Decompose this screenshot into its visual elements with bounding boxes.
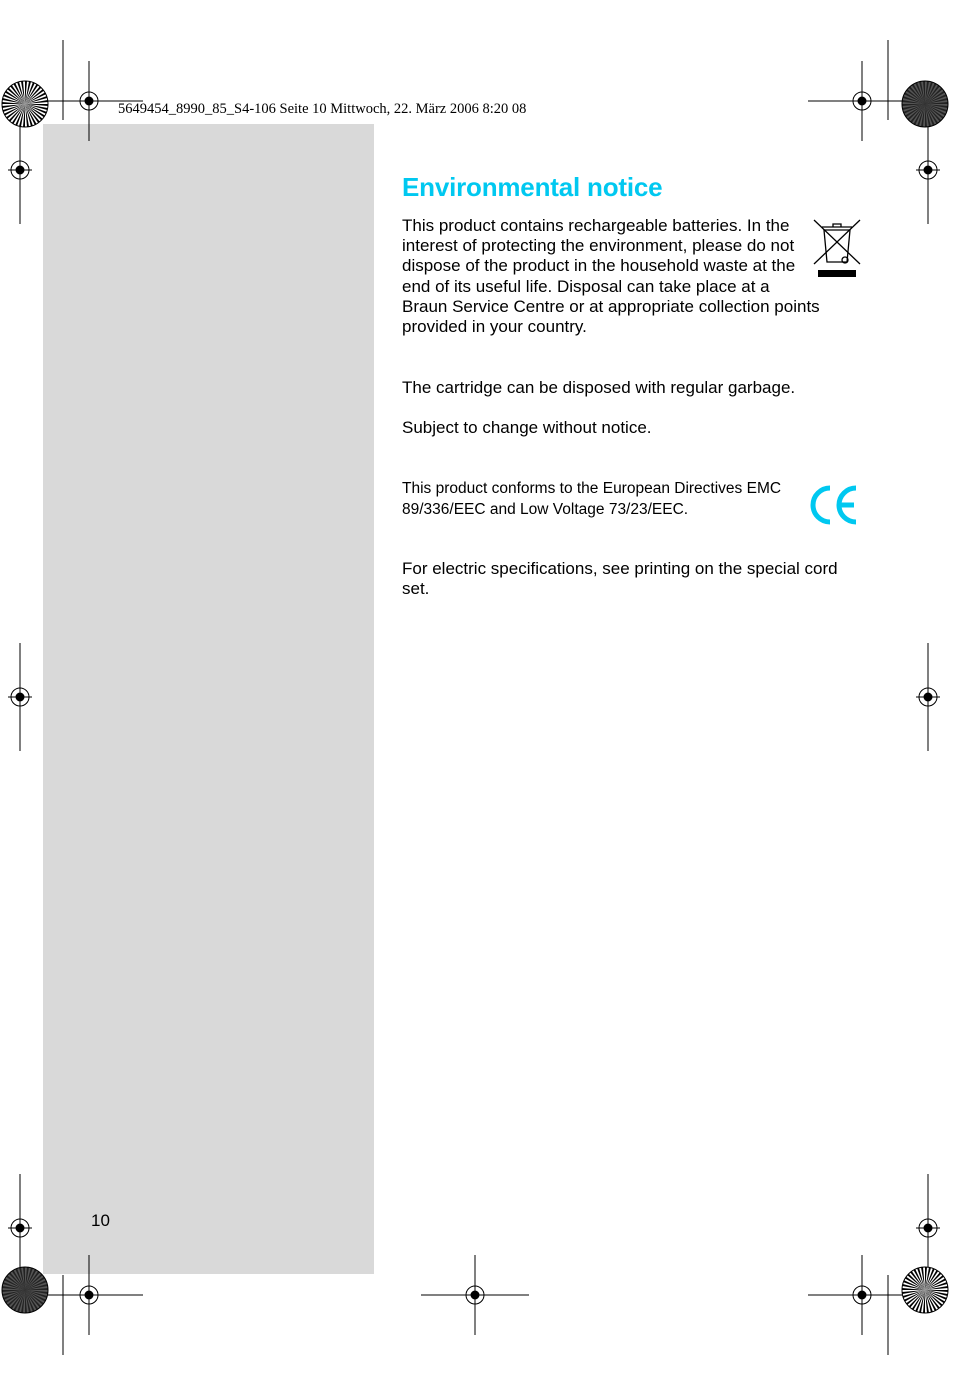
registration-mark-icon: [916, 1174, 940, 1282]
print-slug-line: 5649454_8990_85_S4-106 Seite 10 Mittwoch, 22. März 2006 8:20 08: [118, 101, 527, 117]
crossed-out-wheelie-bin-icon: [812, 218, 862, 278]
registration-mark-icon: [35, 1255, 143, 1335]
conformity-paragraph: This product conforms to the European Directives EMC 89/336/EEC and Low Voltage 73/23/EEC.: [402, 480, 782, 518]
registration-mark-icon: [916, 643, 940, 751]
batteries-paragraph: This product contains rechargeable batteries. In the interest of protecting the environment, please do not dispose of the product in the household waste at the end of its useful life. Disposal can take place at a Braun Service Centre or at appropriate collection points provided in your country.: [402, 216, 820, 337]
cartridge-paragraph: The cartridge can be disposed with regular garbage.: [402, 378, 796, 397]
registration-mark-icon: [8, 1174, 32, 1282]
starburst-target-icon: [902, 81, 948, 127]
starburst-target-icon: [902, 1267, 948, 1313]
starburst-target-icon: [2, 1267, 48, 1313]
registration-mark-icon: [421, 1255, 529, 1335]
registration-mark-icon: [8, 643, 32, 751]
registration-mark-icon: [8, 116, 32, 224]
subject-to-change-paragraph: Subject to change without notice.: [402, 418, 652, 437]
registration-mark-icon: [808, 1255, 916, 1335]
batteries-paragraph-block: [402, 216, 862, 337]
registration-mark-icon: [916, 116, 940, 224]
page-number: 10: [91, 1211, 110, 1230]
electric-specifications-paragraph: For electric specifications, see printing on the special cord set.: [402, 559, 838, 599]
main-content: [402, 172, 862, 599]
registration-mark-icon: [35, 61, 143, 141]
registration-mark-icon: [808, 61, 916, 141]
ce-mark-icon: [808, 482, 860, 528]
page-title: Environmental notice: [402, 172, 663, 202]
starburst-target-icon: [2, 81, 48, 127]
